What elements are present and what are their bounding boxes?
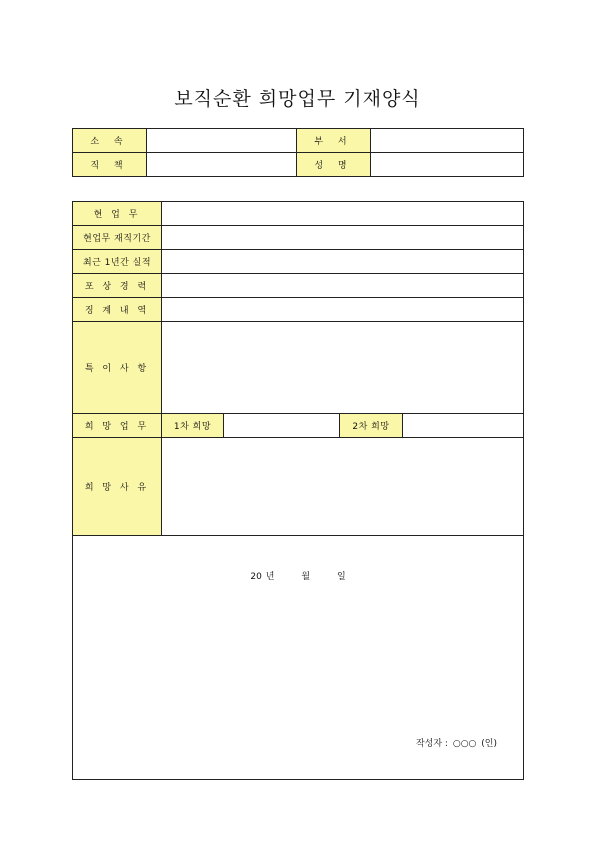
- affiliation-field[interactable]: [147, 129, 297, 153]
- name-field[interactable]: [371, 153, 524, 177]
- year-label: 년: [265, 572, 275, 582]
- first-choice-field[interactable]: [224, 414, 340, 438]
- desired-reason-label: 희 망 사 유: [73, 438, 162, 536]
- current-duty-tenure-field[interactable]: [162, 226, 524, 250]
- year-prefix: 20: [250, 572, 262, 582]
- remarks-label: 특 이 사 항: [73, 322, 162, 414]
- current-duty-field[interactable]: [162, 202, 524, 226]
- seal-label: (인): [481, 739, 497, 749]
- day-label: 일: [336, 572, 346, 582]
- writer-line: [414, 736, 497, 749]
- discipline-field[interactable]: [162, 298, 524, 322]
- writer-label: 작성자 :: [415, 739, 448, 749]
- second-choice-field[interactable]: [403, 414, 524, 438]
- writer-name[interactable]: ○○○: [452, 739, 477, 749]
- page-title: 보직순환 희망업무 기재양식: [174, 88, 421, 110]
- remarks-field[interactable]: [162, 322, 524, 414]
- month-label: 월: [301, 572, 311, 582]
- awards-label: 포 상 경 력: [73, 274, 162, 298]
- date-line: [73, 569, 523, 582]
- name-label: 성 명: [297, 153, 371, 177]
- second-choice-label: 2차 희망: [340, 414, 403, 438]
- department-label: 부 서: [297, 129, 371, 153]
- discipline-label: 징 계 내 역: [73, 298, 162, 322]
- current-duty-tenure-label: 현업무 재직기간: [73, 226, 162, 250]
- desired-duty-label: 희 망 업 무: [73, 414, 162, 438]
- department-field[interactable]: [371, 129, 524, 153]
- awards-field[interactable]: [162, 274, 524, 298]
- recent-performance-label: 최근 1년간 실적: [73, 250, 162, 274]
- desired-reason-field[interactable]: [162, 438, 524, 536]
- current-duty-label: 현 업 무: [73, 202, 162, 226]
- position-label: 직 책: [73, 153, 147, 177]
- affiliation-label: 소 속: [73, 129, 147, 153]
- position-field[interactable]: [147, 153, 297, 177]
- date-signature-section: [73, 536, 524, 780]
- main-table: [72, 201, 524, 780]
- first-choice-label: 1차 희망: [162, 414, 224, 438]
- recent-performance-field[interactable]: [162, 250, 524, 274]
- header-table: [72, 128, 524, 177]
